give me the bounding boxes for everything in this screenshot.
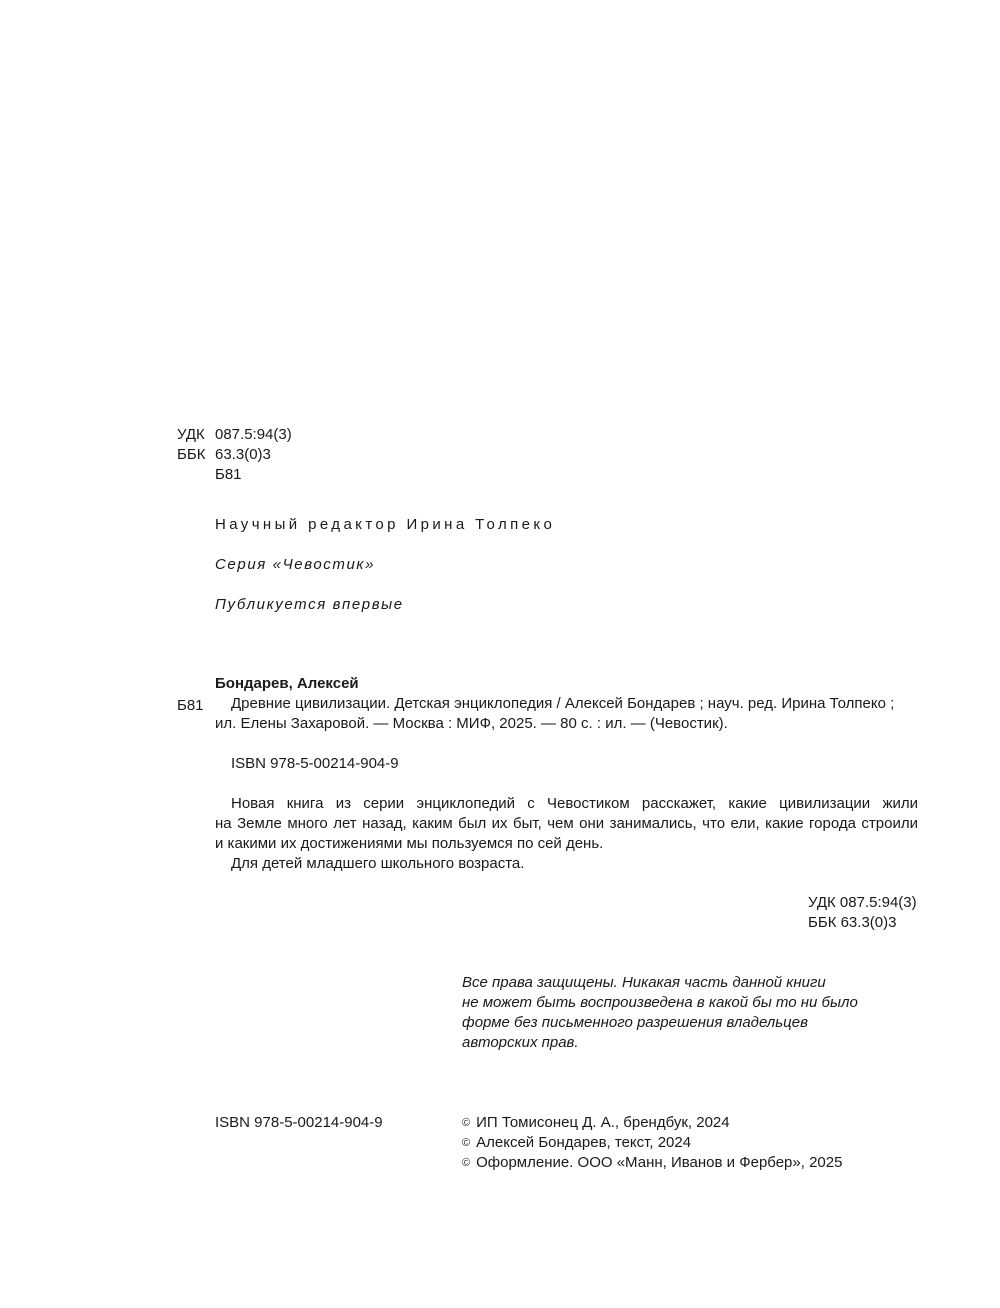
- copyright-text-1: ИП Томисонец Д. А., брендбук, 2024: [476, 1114, 730, 1131]
- copyright-text-2: Алексей Бондарев, текст, 2024: [476, 1134, 692, 1151]
- series-line: Серия «Чевостик»: [215, 556, 376, 573]
- record-title-line-1: Древние цивилизации. Детская энциклопедия / Алексей Бондарев ; науч. ред. Ирина Толпеко ;: [231, 695, 895, 712]
- copyright-symbol: ©: [462, 1137, 471, 1149]
- bbk-label: ББК: [177, 446, 206, 463]
- annotation-line-3: и какими их достижениями мы пользуемся по сей день.: [215, 835, 604, 852]
- record-margin-mark: Б81: [177, 697, 204, 714]
- first-published-line: Публикуется впервые: [215, 596, 404, 613]
- copyright-symbol: ©: [462, 1117, 471, 1129]
- annotation-line-2: на Земле много лет назад, каким был их быт, чем они занимались, что ели, какие города строили: [215, 815, 918, 832]
- record-isbn: ISBN 978-5-00214-904-9: [231, 755, 399, 772]
- copyright-text-3: Оформление. ООО «Манн, Иванов и Фербер», 2025: [476, 1154, 843, 1171]
- bbk-right: ББК 63.3(0)3: [808, 914, 897, 931]
- annotation-paragraph: [215, 794, 918, 874]
- udk-right: УДК 087.5:94(3): [808, 894, 917, 911]
- copyright-line-3: [462, 1153, 842, 1173]
- rights-line-3: форме без письменного разрешения владельцев: [462, 1014, 808, 1031]
- record-title-line-2: ил. Елены Захаровой. — Москва : МИФ, 2025. — 80 с. : ил. — (Чевостик).: [215, 715, 728, 732]
- copyright-line-2: [462, 1133, 691, 1153]
- bbk-value: 63.3(0)3: [215, 446, 271, 463]
- scientific-editor-line: Научный редактор Ирина Толпеко: [215, 516, 556, 533]
- udk-value: 087.5:94(3): [215, 426, 292, 443]
- audience-line: Для детей младшего школьного возраста.: [231, 855, 525, 872]
- rights-line-2: не может быть воспроизведена в какой бы то ни было: [462, 994, 858, 1011]
- bottom-isbn: ISBN 978-5-00214-904-9: [215, 1114, 383, 1131]
- udk-label: УДК: [177, 426, 205, 443]
- annotation-line-1: Новая книга из серии энциклопедий с Чевостиком расскажет, какие цивилизации жили: [231, 795, 918, 812]
- copyright-symbol: ©: [462, 1157, 471, 1169]
- copyright-line-1: [462, 1113, 730, 1133]
- rights-line-4: авторских прав.: [462, 1034, 579, 1051]
- record-author: Бондарев, Алексей: [215, 675, 359, 692]
- author-mark: Б81: [215, 466, 242, 483]
- rights-line-1: Все права защищены. Никакая часть данной книги: [462, 974, 826, 991]
